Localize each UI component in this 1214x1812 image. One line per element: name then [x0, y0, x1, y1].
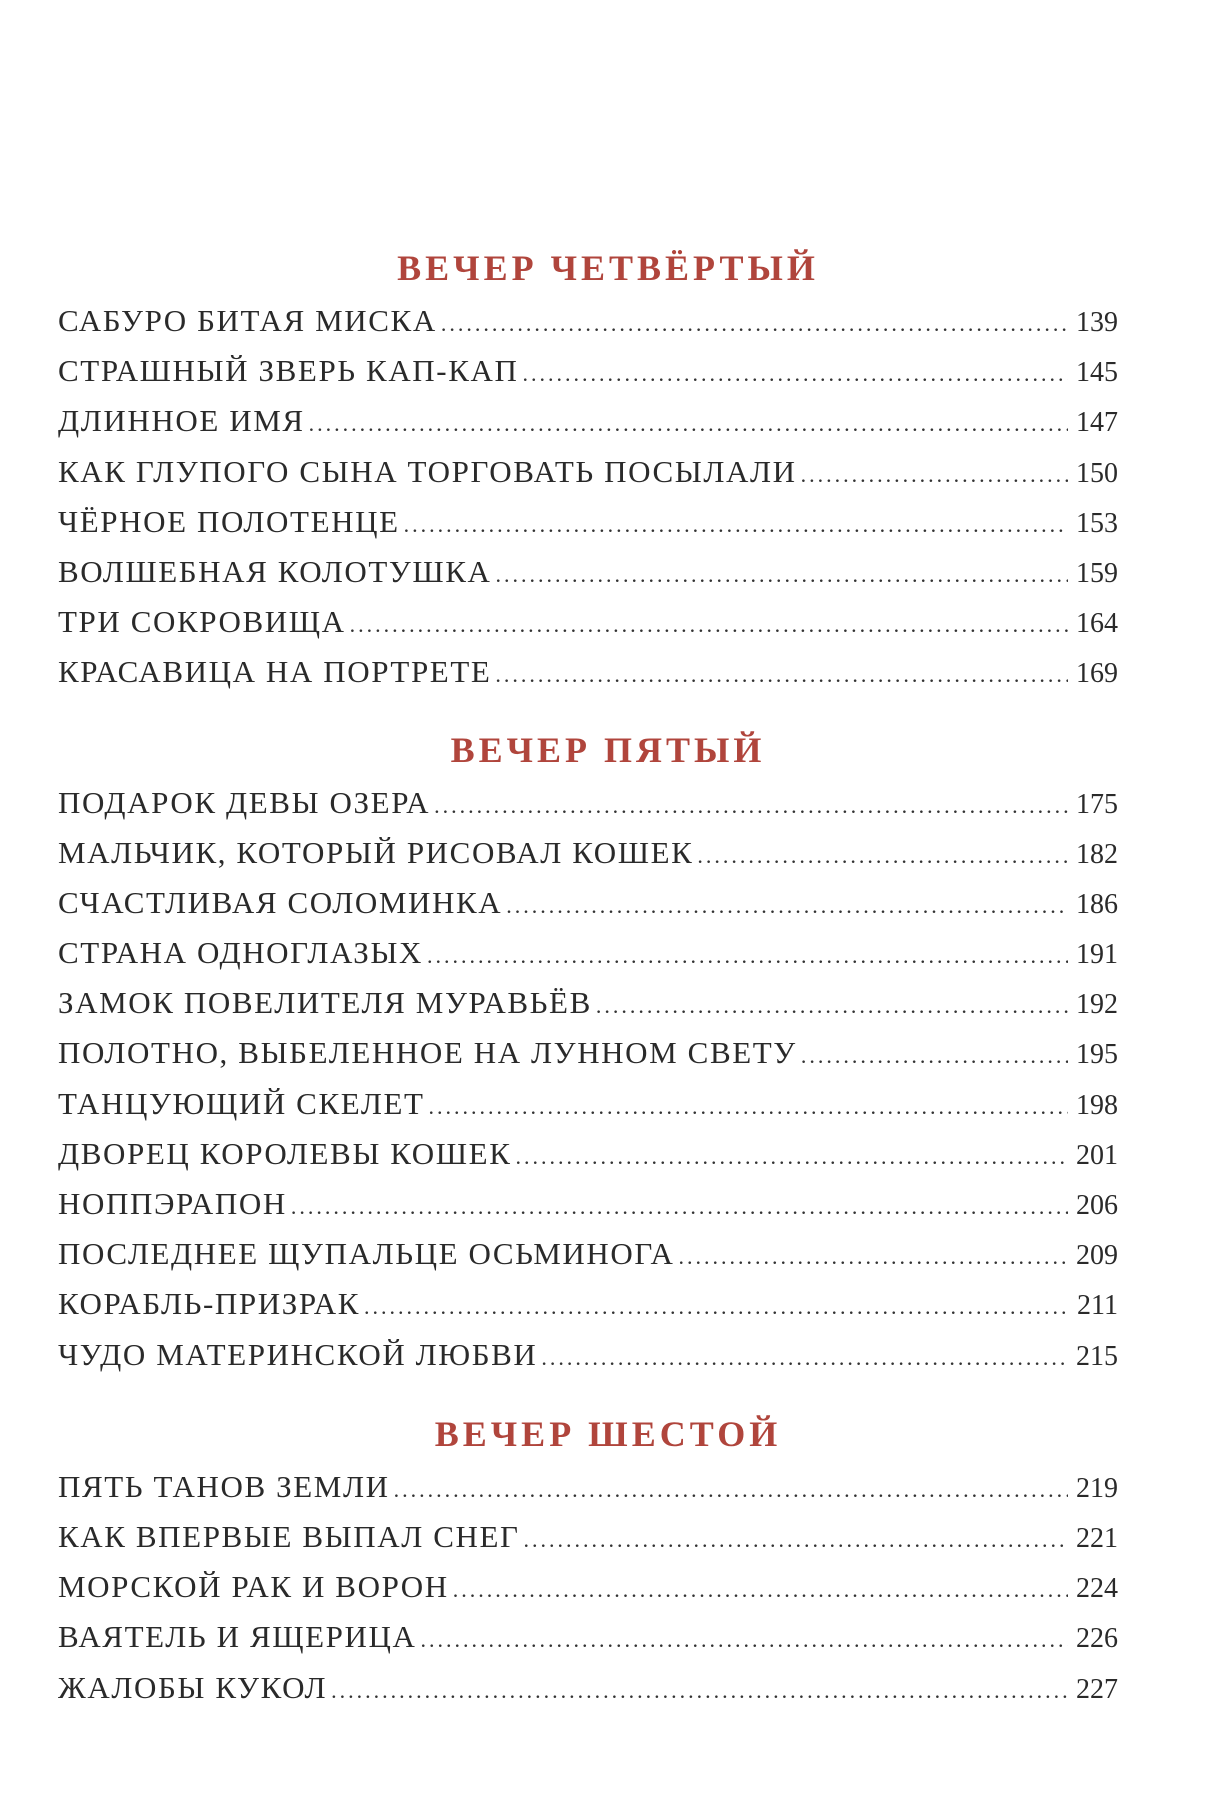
entry-title: ПОДАРОК ДЕВЫ ОЗЕРА	[58, 784, 431, 820]
entry-page-number: 198	[1076, 1089, 1118, 1121]
dot-leader	[427, 931, 1068, 981]
dot-leader	[697, 831, 1068, 881]
entry-title: ЧЁРНОЕ ПОЛОТЕНЦЕ	[58, 503, 400, 539]
entry-title: НОППЭРАПОН	[58, 1186, 287, 1221]
toc-entry	[58, 1330, 1118, 1380]
section-spacer	[58, 698, 1118, 722]
entry-title: МОРСКОЙ РАК И ВОРОН	[58, 1569, 449, 1605]
section-title: ВЕЧЕР ПЯТЫЙ	[450, 729, 766, 770]
toc-entry	[58, 1612, 1118, 1662]
toc-entry	[58, 1229, 1118, 1279]
entry-page-number: 201	[1076, 1139, 1118, 1171]
toc-entry	[58, 497, 1118, 547]
entry-page-number: 221	[1076, 1522, 1118, 1554]
entry-title: ТАНЦУЮЩИЙ СКЕЛЕТ	[58, 1085, 425, 1121]
dot-leader	[394, 1465, 1068, 1515]
toc-list	[58, 1462, 1118, 1713]
dot-leader	[495, 650, 1068, 700]
section-evening-four	[58, 240, 1118, 698]
entry-page-number: 159	[1076, 557, 1118, 589]
dot-leader	[801, 450, 1068, 500]
entry-title: ЧУДО МАТЕРИНСКОЙ ЛЮБВИ	[58, 1336, 538, 1372]
entry-page-number: 153	[1076, 507, 1118, 539]
toc-entry	[58, 296, 1118, 346]
entry-page-number: 219	[1076, 1472, 1118, 1504]
entry-title: ПОЛОТНО, ВЫБЕЛЕННОЕ НА ЛУННОМ СВЕТУ	[58, 1035, 797, 1071]
entry-page-number: 150	[1076, 457, 1118, 489]
entry-page-number: 147	[1076, 407, 1118, 439]
dot-leader	[801, 1031, 1068, 1081]
toc-entry	[58, 1179, 1118, 1229]
section-title: ВЕЧЕР ЧЕТВЁРТЫЙ	[397, 248, 819, 288]
table-of-contents	[58, 240, 1118, 1713]
dot-leader	[420, 1615, 1068, 1665]
entry-page-number: 226	[1076, 1623, 1118, 1655]
entry-title: КАК ВПЕРВЫЕ ВЫПАЛ СНЕГ	[58, 1518, 520, 1554]
toc-entry	[58, 1512, 1118, 1562]
entry-title: САБУРО БИТАЯ МИСКА	[58, 303, 437, 338]
dot-leader	[434, 781, 1068, 831]
entry-title: СЧАСТЛИВАЯ СОЛОМИНКА	[58, 884, 503, 920]
entry-page-number: 211	[1077, 1290, 1118, 1322]
entry-page-number: 206	[1076, 1190, 1118, 1221]
entry-page-number: 224	[1076, 1573, 1118, 1605]
dot-leader	[404, 500, 1068, 550]
entry-title: МАЛЬЧИК, КОТОРЫЙ РИСОВАЛ КОШЕК	[58, 834, 694, 870]
toc-entry	[58, 1129, 1118, 1179]
section-evening-five	[58, 722, 1118, 1380]
dot-leader	[522, 349, 1068, 399]
toc-entry	[58, 828, 1118, 878]
toc-entry	[58, 1562, 1118, 1612]
toc-entry	[58, 447, 1118, 497]
toc-entry	[58, 778, 1118, 828]
entry-title: КАК ГЛУПОГО СЫНА ТОРГОВАТЬ ПОСЫЛАЛИ	[58, 453, 797, 489]
entry-title: ПОСЛЕДНЕЕ ЩУПАЛЬЦЕ ОСЬМИНОГА	[58, 1236, 675, 1272]
toc-list	[58, 778, 1118, 1380]
entry-page-number: 145	[1076, 357, 1118, 389]
section-spacer	[58, 1380, 1118, 1406]
toc-entry	[58, 1079, 1118, 1129]
entry-page-number: 191	[1076, 939, 1118, 971]
dot-leader	[515, 1132, 1068, 1182]
toc-entry	[58, 396, 1118, 446]
section-title: ВЕЧЕР ШЕСТОЙ	[434, 1413, 782, 1454]
toc-entry	[58, 597, 1118, 647]
entry-page-number: 182	[1076, 838, 1118, 870]
entry-page-number: 139	[1076, 307, 1118, 338]
dot-leader	[506, 881, 1068, 931]
entry-title: КОРАБЛЬ-ПРИЗРАК	[58, 1286, 361, 1322]
dot-leader	[679, 1232, 1068, 1282]
toc-entry	[58, 928, 1118, 978]
entry-page-number: 192	[1076, 989, 1118, 1021]
entry-title: ЖАЛОБЫ КУКОЛ	[58, 1669, 328, 1705]
entry-page-number: 175	[1076, 788, 1118, 820]
toc-entry	[58, 346, 1118, 396]
entry-page-number: 164	[1076, 608, 1118, 640]
dot-leader	[541, 1333, 1068, 1383]
entry-title: ЗАМОК ПОВЕЛИТЕЛЯ МУРАВЬЁВ	[58, 985, 592, 1021]
toc-entry	[58, 878, 1118, 928]
dot-leader	[524, 1515, 1068, 1565]
dot-leader	[331, 1666, 1068, 1716]
toc-entry	[58, 1462, 1118, 1512]
entry-page-number: 227	[1076, 1673, 1118, 1705]
entry-title: ДЛИННОЕ ИМЯ	[58, 403, 305, 439]
toc-entry	[58, 1279, 1118, 1329]
entry-page-number: 186	[1076, 888, 1118, 920]
entry-title: ТРИ СОКРОВИЩА	[58, 604, 346, 640]
dot-leader	[453, 1565, 1068, 1615]
toc-entry	[58, 547, 1118, 597]
dot-leader	[596, 981, 1068, 1031]
entry-title: ВАЯТЕЛЬ И ЯЩЕРИЦА	[58, 1619, 417, 1655]
toc-entry	[58, 978, 1118, 1028]
toc-entry	[58, 647, 1118, 697]
entry-page-number: 215	[1076, 1340, 1118, 1372]
section-evening-six	[58, 1406, 1118, 1713]
entry-page-number: 169	[1076, 658, 1118, 690]
entry-title: ВОЛШЕБНАЯ КОЛОТУШКА	[58, 553, 492, 589]
toc-list	[58, 296, 1118, 698]
entry-title: ПЯТЬ ТАНОВ ЗЕМЛИ	[58, 1468, 390, 1504]
dot-leader	[309, 399, 1068, 449]
dot-leader	[441, 299, 1068, 349]
entry-title: СТРАШНЫЙ ЗВЕРЬ КАП-КАП	[58, 353, 519, 389]
dot-leader	[364, 1282, 1068, 1332]
entry-title: ДВОРЕЦ КОРОЛЕВЫ КОШЕК	[58, 1135, 512, 1171]
dot-leader	[429, 1082, 1068, 1132]
entry-title: КРАСАВИЦА НА ПОРТРЕТЕ	[58, 654, 492, 690]
toc-entry	[58, 1028, 1118, 1078]
toc-entry	[58, 1663, 1118, 1713]
entry-title: СТРАНА ОДНОГЛАЗЫХ	[58, 935, 423, 971]
dot-leader	[291, 1182, 1068, 1232]
dot-leader	[350, 600, 1068, 650]
entry-page-number: 209	[1076, 1240, 1118, 1272]
entry-page-number: 195	[1076, 1039, 1118, 1071]
dot-leader	[496, 550, 1068, 600]
